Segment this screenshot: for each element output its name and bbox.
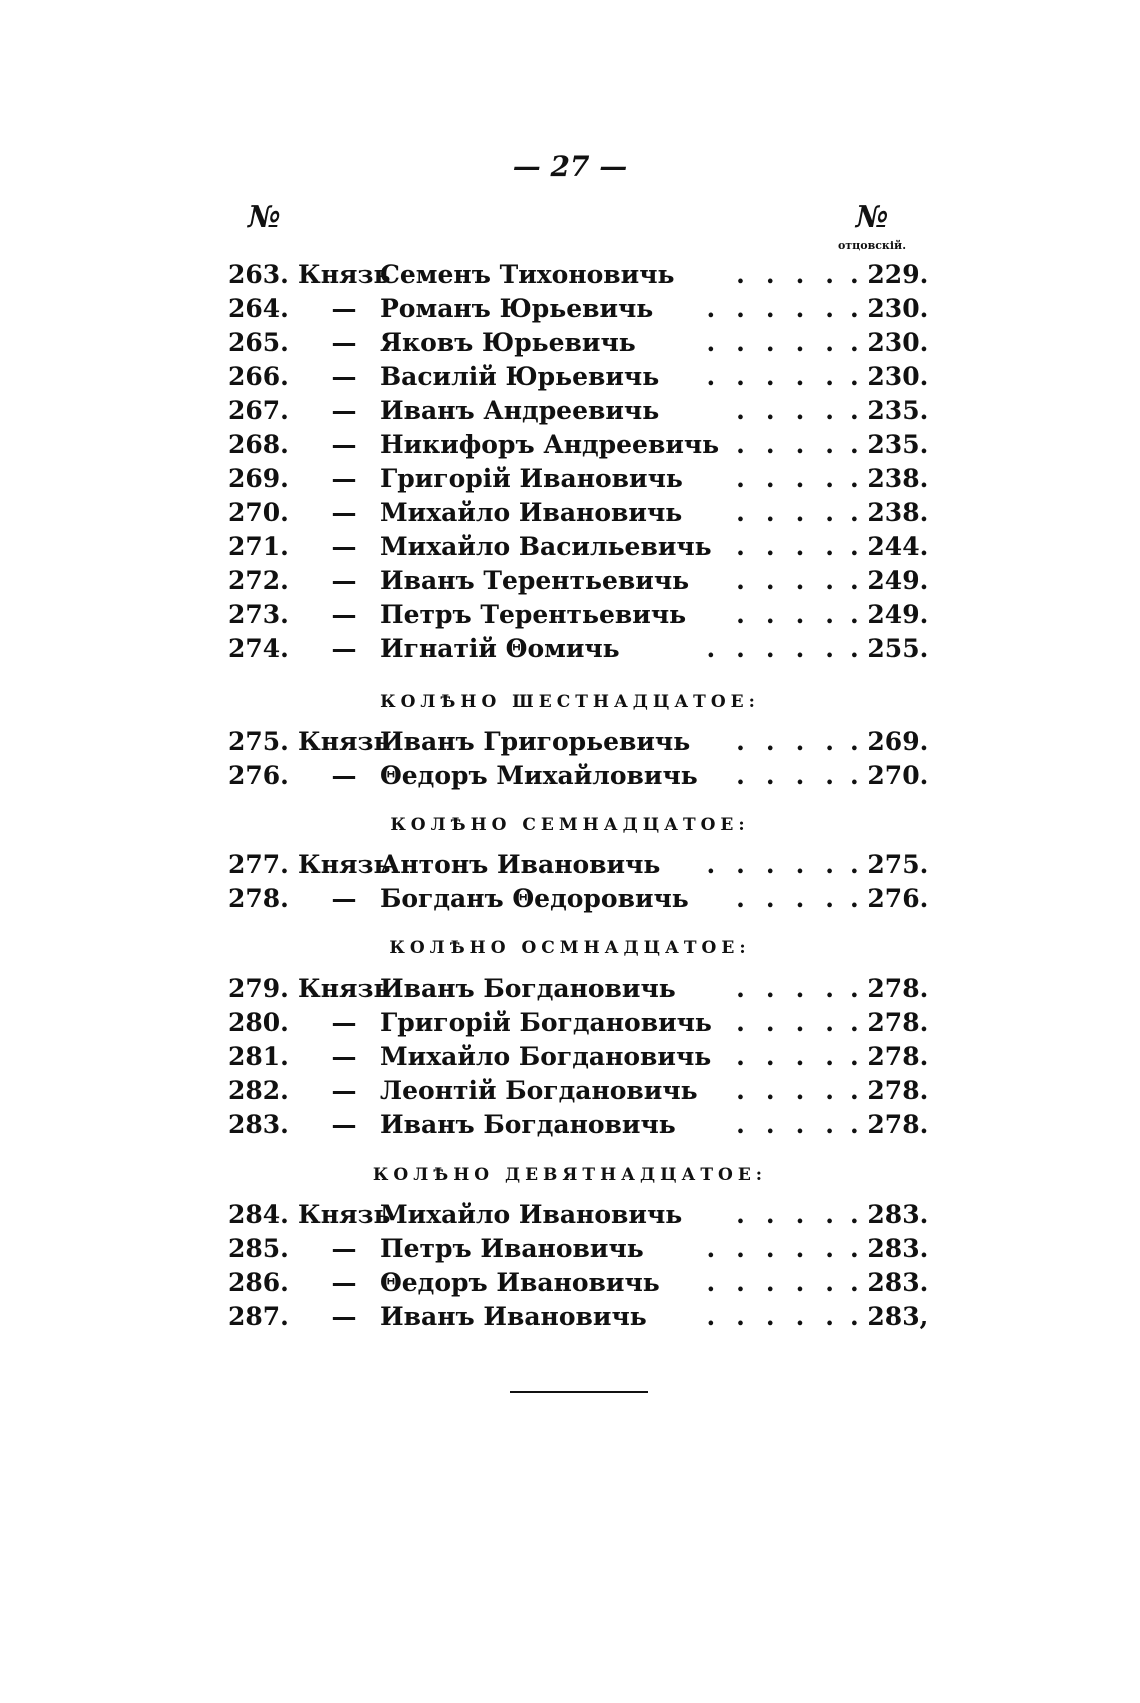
list-item: [0, 1040, 1140, 1074]
entry-title: —: [331, 761, 357, 790]
entry-name: Иванъ Терентьевичь: [380, 566, 690, 595]
entry-father-ref: . 238.: [850, 498, 929, 527]
list-item: [0, 292, 1140, 326]
leader-dots: .....: [706, 634, 855, 663]
list-item: [0, 496, 1140, 530]
entry-father-ref: . 249.: [850, 566, 929, 595]
entry-father-ref: . 275.: [850, 850, 929, 879]
leader-dots: ....: [736, 396, 855, 425]
leader-dots: ....: [736, 566, 855, 595]
leader-dots: ....: [736, 464, 855, 493]
entry-number: 268.: [228, 430, 289, 459]
closing-rule: [510, 1391, 648, 1393]
list-item: [0, 258, 1140, 292]
page-number: — 27 —: [512, 150, 628, 183]
section-heading: КОЛѢНО ДЕВЯТНАДЦАТОЕ:: [372, 1165, 768, 1185]
entry-number: 281.: [228, 1042, 289, 1071]
leader-dots: .....: [706, 328, 855, 357]
leader-dots: ....: [736, 884, 855, 913]
entry-title: —: [331, 498, 357, 527]
leader-dots: ....: [736, 260, 855, 289]
list-item: [0, 882, 1140, 916]
entry-number: 273.: [228, 600, 289, 629]
list-item: [0, 1232, 1140, 1266]
leader-dots: ....: [736, 498, 855, 527]
entry-title: —: [331, 1076, 357, 1105]
entry-title: —: [331, 1042, 357, 1071]
entry-name: Леонтій Богдановичь: [380, 1076, 698, 1105]
entry-name: Григорій Богдановичь: [380, 1008, 712, 1037]
entry-title: —: [331, 396, 357, 425]
entry-title: —: [331, 328, 357, 357]
section-heading: КОЛѢНО ШЕСТНАДЦАТОЕ:: [380, 692, 760, 712]
list-item: [0, 462, 1140, 496]
leader-dots: ....: [736, 1200, 855, 1229]
entry-father-ref: . 283.: [850, 1268, 929, 1297]
entry-number: 286.: [228, 1268, 289, 1297]
entry-father-ref: . 230.: [850, 362, 929, 391]
entry-title: Князь: [298, 260, 391, 289]
entry-number: 264.: [228, 294, 289, 323]
entry-name: Василій Юрьевичь: [380, 362, 660, 391]
entry-number: 267.: [228, 396, 289, 425]
entry-title: Князь: [298, 974, 391, 1003]
entry-name: Никифоръ Андреевичь: [380, 430, 720, 459]
entry-number: 277.: [228, 850, 289, 879]
entry-title: —: [331, 464, 357, 493]
leader-dots: ....: [736, 1076, 855, 1105]
entry-title: —: [331, 634, 357, 663]
entry-father-ref: . 278.: [850, 1008, 929, 1037]
list-item: [0, 564, 1140, 598]
entry-title: Князь: [298, 1200, 391, 1229]
entry-name: Антонъ Ивановичь: [380, 850, 661, 879]
entry-father-ref: . 269.: [850, 727, 929, 756]
entry-father-ref: . 283,: [850, 1302, 929, 1331]
entry-number: 270.: [228, 498, 289, 527]
entry-name: Михайло Васильевичь: [380, 532, 712, 561]
entry-title: —: [331, 430, 357, 459]
list-item: [0, 428, 1140, 462]
entry-father-ref: . 230.: [850, 294, 929, 323]
entry-father-ref: . 238.: [850, 464, 929, 493]
entry-name: Иванъ Ивановичь: [380, 1302, 647, 1331]
entry-number: 276.: [228, 761, 289, 790]
entry-name: Иванъ Богдановичь: [380, 1110, 676, 1139]
entry-title: —: [331, 1234, 357, 1263]
entry-father-ref: . 278.: [850, 1110, 929, 1139]
list-item: [0, 1198, 1140, 1232]
list-item: [0, 1300, 1140, 1334]
entry-number: 275.: [228, 727, 289, 756]
entry-father-ref: . 283.: [850, 1234, 929, 1263]
entry-name: Семенъ Тихоновичь: [380, 260, 675, 289]
list-item: [0, 530, 1140, 564]
entry-number: 271.: [228, 532, 289, 561]
entry-number: 279.: [228, 974, 289, 1003]
entry-number: 284.: [228, 1200, 289, 1229]
entry-number: 265.: [228, 328, 289, 357]
entry-father-ref: . 276.: [850, 884, 929, 913]
list-item: [0, 632, 1140, 666]
leader-dots: .....: [706, 1234, 855, 1263]
entry-name: Петръ Ивановичь: [380, 1234, 644, 1263]
entry-number: 278.: [228, 884, 289, 913]
entry-number: 272.: [228, 566, 289, 595]
entry-name: Игнатій Θомичь: [380, 634, 620, 663]
list-item: [0, 1266, 1140, 1300]
entry-title: —: [331, 566, 357, 595]
entry-name: Яковъ Юрьевичь: [380, 328, 636, 357]
list-item: [0, 1108, 1140, 1142]
number-column-header: №: [248, 200, 281, 235]
leader-dots: ....: [736, 974, 855, 1003]
entry-title: —: [331, 362, 357, 391]
list-item: [0, 972, 1140, 1006]
entry-father-ref: . 255.: [850, 634, 929, 663]
entry-father-ref: . 278.: [850, 1076, 929, 1105]
entry-name: Θедоръ Ивановичь: [380, 1268, 660, 1297]
leader-dots: ....: [736, 600, 855, 629]
entry-title: —: [331, 884, 357, 913]
section-heading: КОЛѢНО СЕМНАДЦАТОЕ:: [390, 815, 750, 835]
entry-number: 285.: [228, 1234, 289, 1263]
leader-dots: .....: [706, 294, 855, 323]
entry-title: —: [331, 1302, 357, 1331]
list-item: [0, 326, 1140, 360]
entry-title: Князь: [298, 850, 391, 879]
entry-father-ref: . 230.: [850, 328, 929, 357]
list-item: [0, 394, 1140, 428]
entry-name: Григорій Ивановичь: [380, 464, 683, 493]
leader-dots: .....: [706, 1302, 855, 1331]
entry-number: 263.: [228, 260, 289, 289]
entry-name: Иванъ Богдановичь: [380, 974, 676, 1003]
list-item: [0, 759, 1140, 793]
father-number-column-header: №: [855, 200, 889, 235]
list-item: [0, 360, 1140, 394]
entry-number: 269.: [228, 464, 289, 493]
entry-father-ref: . 235.: [850, 396, 929, 425]
entry-name: Романъ Юрьевичь: [380, 294, 654, 323]
entry-name: Θедоръ Михайловичь: [380, 761, 698, 790]
entry-father-ref: . 244.: [850, 532, 929, 561]
entry-father-ref: . 278.: [850, 1042, 929, 1071]
entry-number: 287.: [228, 1302, 289, 1331]
list-item: [0, 725, 1140, 759]
list-item: [0, 1074, 1140, 1108]
entry-name: Иванъ Григорьевичь: [380, 727, 691, 756]
entry-father-ref: . 235.: [850, 430, 929, 459]
entry-name: Богданъ Θедоровичь: [380, 884, 689, 913]
entry-father-ref: . 270.: [850, 761, 929, 790]
section-heading: КОЛѢНО ОСМНАДЦАТОЕ:: [389, 938, 751, 958]
list-item: [0, 848, 1140, 882]
list-item: [0, 1006, 1140, 1040]
leader-dots: ....: [736, 532, 855, 561]
entry-title: Князь: [298, 727, 391, 756]
entry-name: Иванъ Андреевичь: [380, 396, 660, 425]
entry-number: 283.: [228, 1110, 289, 1139]
entry-father-ref: . 278.: [850, 974, 929, 1003]
leader-dots: .....: [706, 1268, 855, 1297]
leader-dots: ....: [736, 727, 855, 756]
leader-dots: ....: [736, 1110, 855, 1139]
entry-name: Петръ Терентьевичь: [380, 600, 687, 629]
entry-number: 280.: [228, 1008, 289, 1037]
entry-number: 274.: [228, 634, 289, 663]
leader-dots: .....: [706, 850, 855, 879]
leader-dots: ....: [736, 1008, 855, 1037]
entry-name: Михайло Богдановичь: [380, 1042, 712, 1071]
entry-name: Михайло Ивановичь: [380, 1200, 683, 1229]
leader-dots: .....: [706, 362, 855, 391]
entry-title: —: [331, 1268, 357, 1297]
leader-dots: ....: [736, 761, 855, 790]
entry-title: —: [331, 294, 357, 323]
entry-title: —: [331, 1008, 357, 1037]
entry-name: Михайло Ивановичь: [380, 498, 683, 527]
entry-father-ref: . 249.: [850, 600, 929, 629]
leader-dots: ....: [736, 1042, 855, 1071]
entry-number: 282.: [228, 1076, 289, 1105]
leader-dots: ....: [736, 430, 855, 459]
entry-title: —: [331, 600, 357, 629]
entry-title: —: [331, 532, 357, 561]
entry-father-ref: . 229.: [850, 260, 929, 289]
list-item: [0, 598, 1140, 632]
entry-father-ref: . 283.: [850, 1200, 929, 1229]
entry-number: 266.: [228, 362, 289, 391]
entry-title: —: [331, 1110, 357, 1139]
father-number-column-subheader: отцовскій.: [837, 239, 907, 252]
